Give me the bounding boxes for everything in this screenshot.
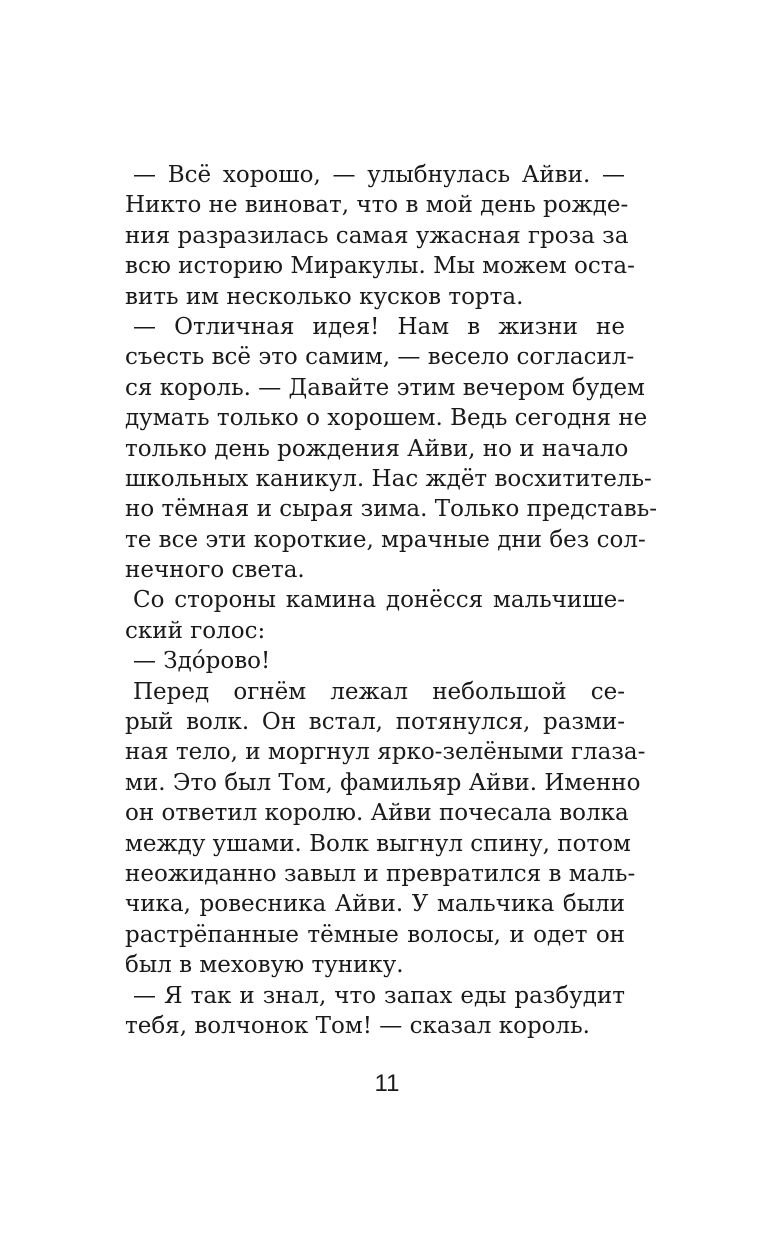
text-line: вить им несколько кусков торта.	[125, 283, 524, 310]
text-line: Перед огнём лежал небольшой се-	[133, 678, 625, 705]
body-text	[125, 160, 657, 1041]
text-line: был в меховую тунику.	[125, 952, 404, 979]
text-line: Никто не виноват, что в мой день рожде-	[125, 192, 629, 219]
text-line: рый волк. Он встал, потянулся, разми-	[125, 709, 625, 736]
text-line: ная тело, и моргнул ярко-зелёными глаза-	[125, 739, 646, 766]
text-line: между ушами. Волк выгнул спину, потом	[125, 830, 631, 857]
text-line: но тёмная и сырая зима. Только представь-	[125, 496, 657, 523]
text-line: растрёпанные тёмные волосы, и одет он	[125, 921, 625, 948]
text-line: только день рождения Айви, но и начало	[125, 435, 629, 462]
text-line: всю историю Миракулы. Мы можем оста-	[125, 253, 635, 280]
text-line: — Всё хорошо, — улыбнулась Айви. —	[133, 162, 625, 188]
text-line: школьных каникул. Нас ждёт восхититель-	[125, 465, 652, 492]
text-line: ся король. — Давайте этим вечером будем	[125, 374, 645, 401]
text-line: чика, ровесника Айви. У мальчика были	[125, 891, 625, 918]
text-line: ми. Это был Том, фамильяр Айви. Именно	[125, 769, 641, 796]
text-line: — Отличная идея! Нам в жизни не	[133, 313, 625, 340]
text-line: думать только о хорошем. Ведь сегодня не	[125, 405, 648, 432]
text-line: Со стороны камина донёсся мальчише-	[133, 587, 625, 614]
text-line: он ответил королю. Айви почесала волка	[125, 800, 629, 827]
text-line: нечного света.	[125, 557, 305, 584]
page-number: 11	[374, 1070, 400, 1097]
text-line: те все эти короткие, мрачные дни без сол-	[125, 526, 646, 553]
text-line: съесть всё это самим, — весело согласил-	[125, 344, 635, 371]
text-line: неожиданно завыл и превратился в маль-	[125, 860, 636, 887]
text-line: тебя, волчонок Том! — сказал король.	[125, 1012, 590, 1039]
text-line: — Я так и знал, что запах еды разбудит	[133, 982, 625, 1009]
text-line: ский голос:	[125, 617, 266, 644]
text-line: — Здо́рово!	[133, 648, 271, 675]
text-line: ния разразилась самая ужасная гроза за	[125, 222, 629, 249]
